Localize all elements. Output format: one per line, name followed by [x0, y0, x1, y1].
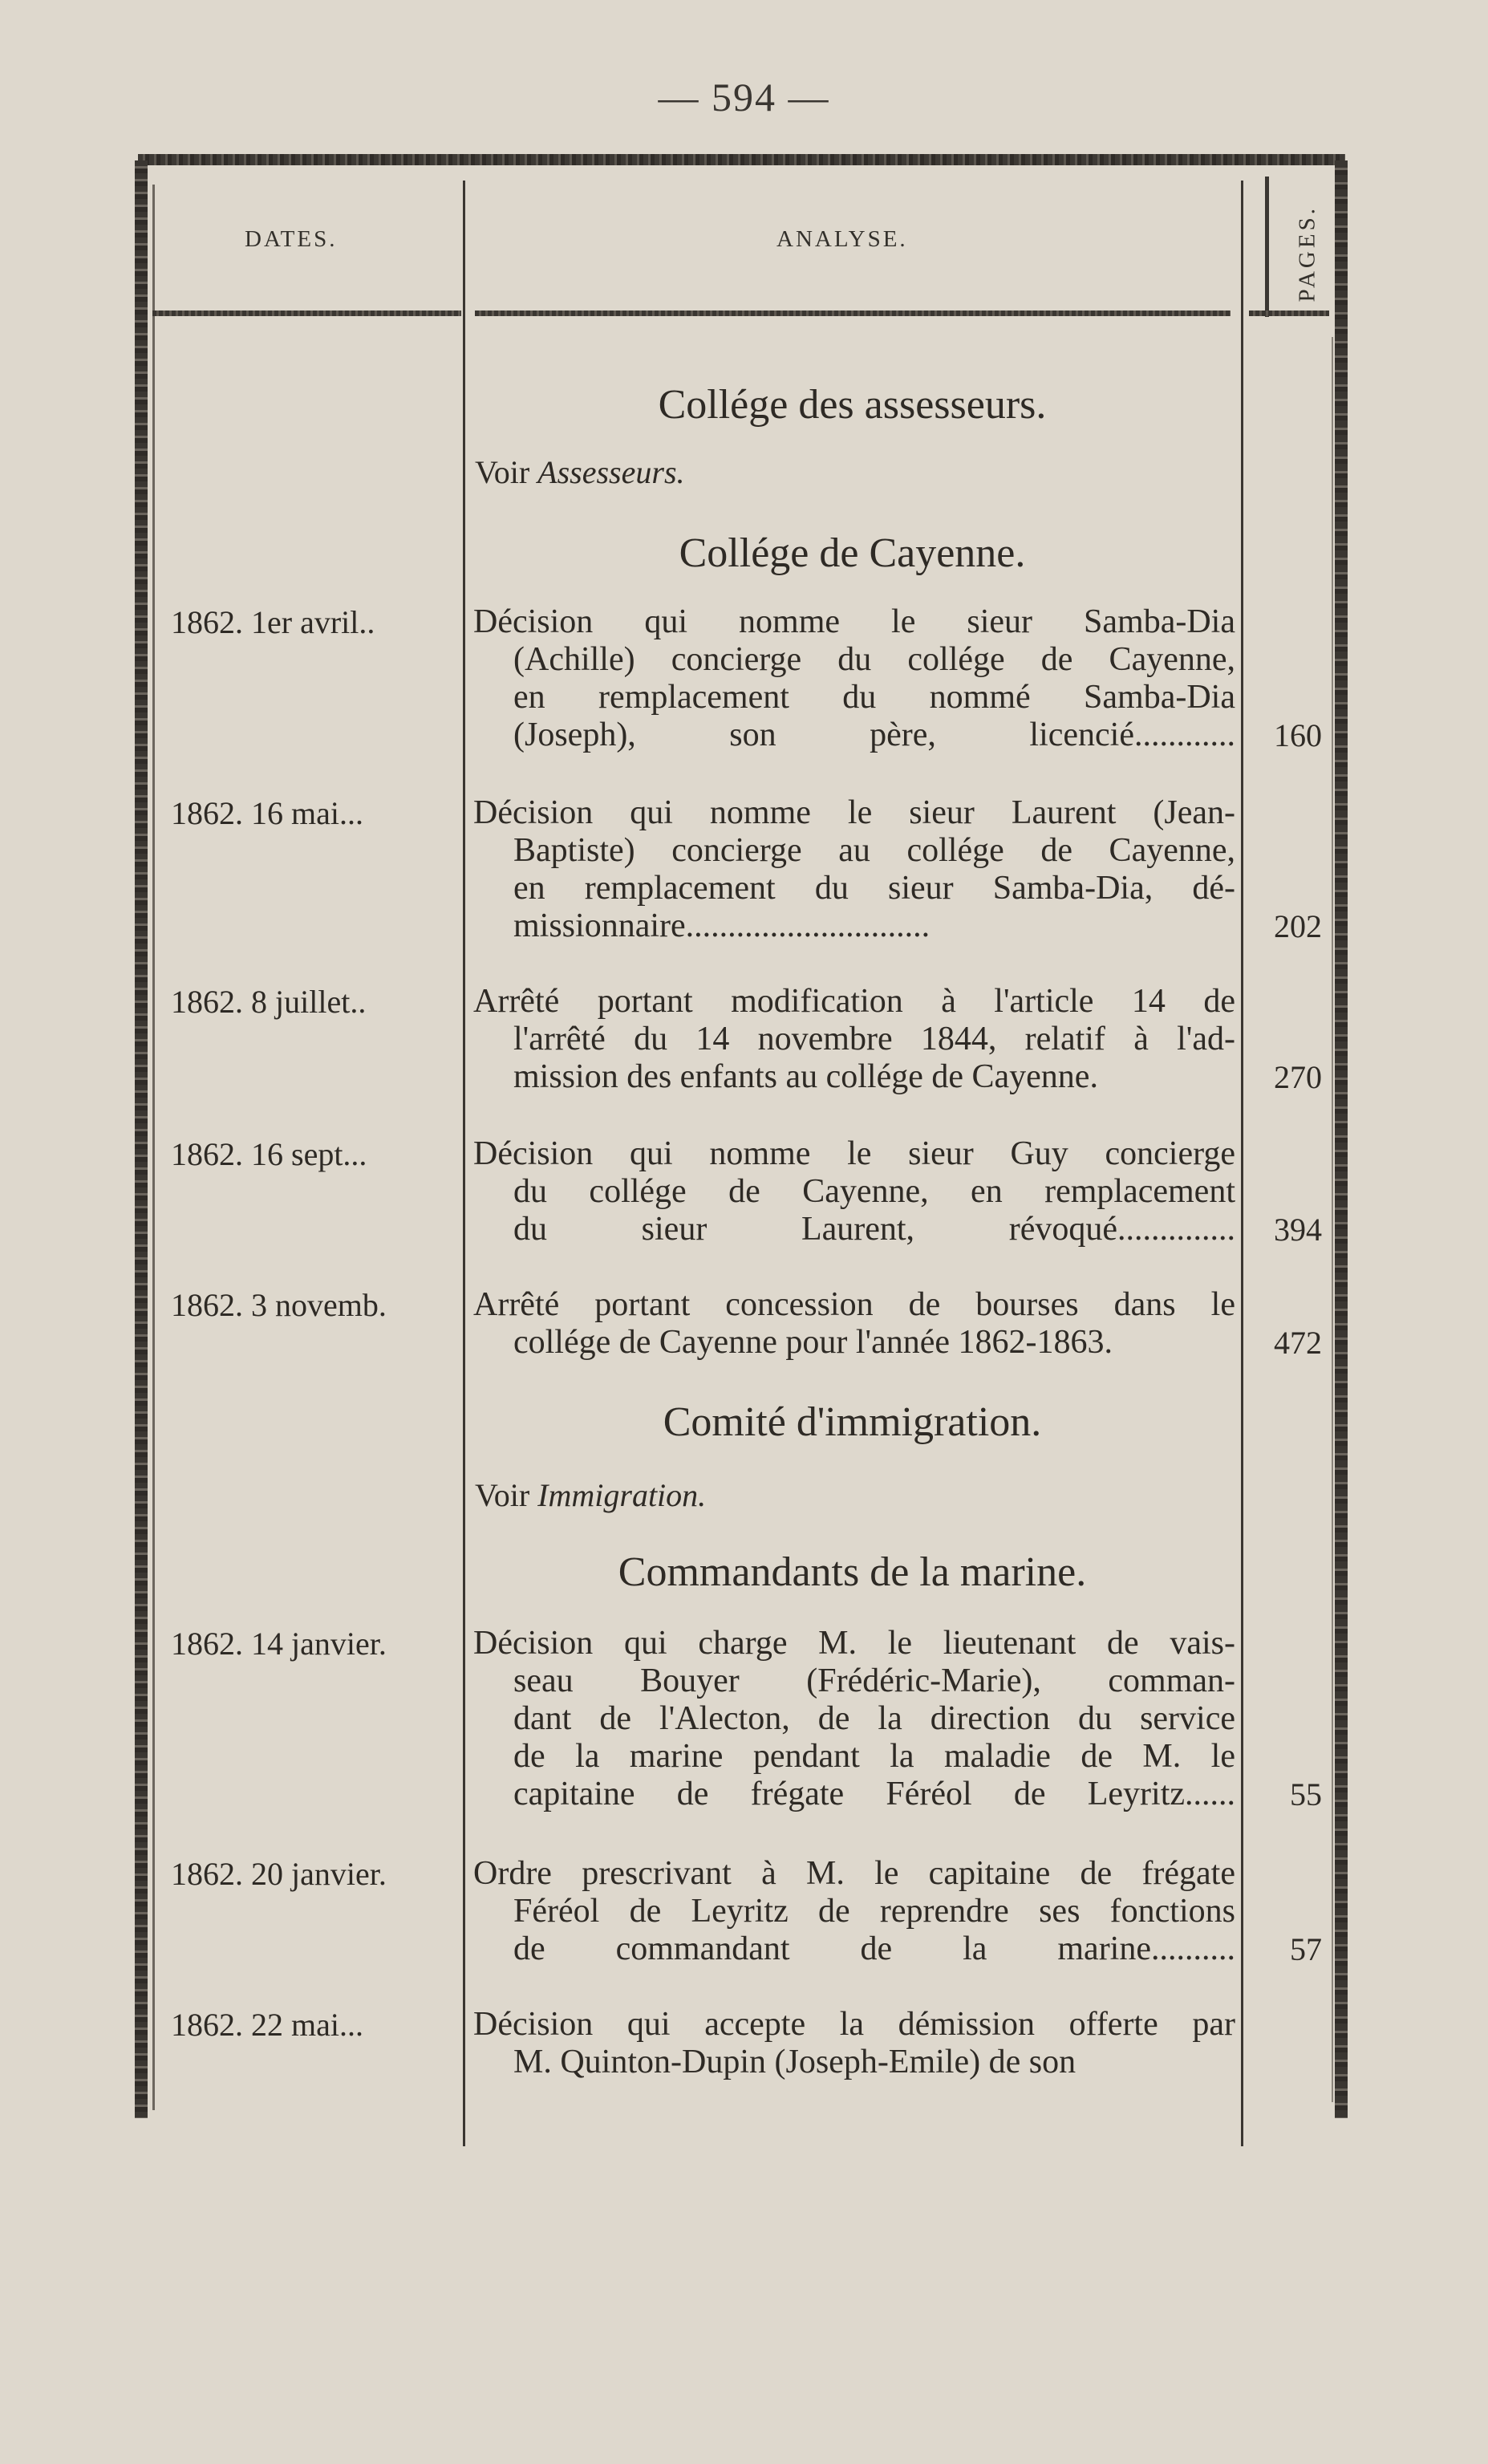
- header-rule: [475, 311, 1231, 316]
- entry-date: 1862. 1er avril..: [171, 604, 375, 640]
- analysis-line: Décision qui nomme le sieur Guy concierge: [473, 1135, 1235, 1172]
- analysis-line: Baptiste) concierge au collége de Cayenne,: [513, 832, 1235, 869]
- analysis-line: collége de Cayenne pour l'année 1862-1863.: [513, 1324, 1113, 1361]
- analysis-line: (Achille) concierge du collége de Cayenne,: [513, 641, 1235, 678]
- analysis-line: Décision qui nomme le sieur Samba-Dia: [473, 603, 1235, 640]
- entry-analysis: [473, 1135, 1235, 1248]
- analysis-line: capitaine de frégate Féréol de Leyritz......: [513, 1776, 1235, 1812]
- analysis-line: Féréol de Leyritz de reprendre ses fonctions: [513, 1893, 1235, 1930]
- entry-analysis: [473, 794, 1235, 945]
- entry-analysis: [473, 983, 1235, 1096]
- analysis-line: en remplacement du nommé Samba-Dia: [513, 679, 1235, 716]
- entry-page: 472: [1274, 1325, 1322, 1361]
- entry-page: 57: [1290, 1931, 1322, 1967]
- entry-analysis: [473, 1286, 1235, 1362]
- header-rule: [1249, 311, 1329, 316]
- analysis-line: M. Quinton-Dupin (Joseph-Emile) de son: [513, 2044, 1076, 2080]
- inner-border-right: [1332, 337, 1333, 2102]
- entry-analysis: [473, 1855, 1235, 1968]
- analysis-line: Décision qui charge M. le lieutenant de vais-: [473, 1625, 1235, 1662]
- table-frame-top: [138, 154, 1345, 165]
- analysis-line: Arrêté portant concession de bourses dans le: [473, 1286, 1235, 1323]
- analysis-line: Décision qui accepte la démission offerte par: [473, 2006, 1235, 2043]
- see-also-reference: Voir Assesseurs.: [475, 454, 685, 490]
- analysis-line: du collége de Cayenne, en remplacement: [513, 1173, 1235, 1210]
- entry-date: 1862. 16 sept...: [171, 1136, 367, 1172]
- see-also-reference: Voir Immigration.: [475, 1477, 707, 1513]
- entry-page: 270: [1274, 1059, 1322, 1095]
- analysis-line: du sieur Laurent, révoqué..............: [513, 1211, 1235, 1248]
- table-frame-right: [1335, 160, 1348, 2118]
- analysis-line: l'arrêté du 14 novembre 1844, relatif à l'ad-: [513, 1021, 1235, 1057]
- entry-date: 1862. 8 juillet..: [171, 984, 367, 1020]
- entry-date: 1862. 20 janvier.: [171, 1856, 387, 1892]
- column-divider-pages: [1241, 181, 1243, 2146]
- section-title: Comité d'immigration.: [663, 1399, 1042, 1445]
- entry-date: 1862. 3 novemb.: [171, 1287, 387, 1323]
- analysis-line: (Joseph), son père, licencié............: [513, 716, 1235, 753]
- analysis-line: dant de l'Alecton, de la direction du service: [513, 1700, 1235, 1737]
- header-dates: DATES.: [245, 226, 338, 252]
- section-title: Commandants de la marine.: [618, 1549, 1087, 1595]
- section-title: Collége des assesseurs.: [658, 382, 1047, 428]
- analysis-line: de la marine pendant la maladie de M. le: [513, 1738, 1235, 1775]
- entry-page: 160: [1274, 717, 1322, 753]
- entry-analysis: [473, 1625, 1235, 1813]
- analysis-line: en remplacement du sieur Samba-Dia, dé-: [513, 870, 1235, 907]
- header-analyse: ANALYSE.: [776, 226, 908, 252]
- entry-page: 394: [1274, 1212, 1322, 1248]
- analysis-line: Ordre prescrivant à M. le capitaine de frégate: [473, 1855, 1235, 1892]
- section-title: Collége de Cayenne.: [679, 530, 1026, 576]
- page-number: — 594 —: [658, 75, 830, 120]
- entry-page: 55: [1290, 1776, 1322, 1812]
- entry-page: 202: [1274, 908, 1322, 944]
- analysis-line: seau Bouyer (Frédéric-Marie), comman-: [513, 1662, 1235, 1699]
- inner-border-left: [152, 185, 155, 2110]
- entry-date: 1862. 14 janvier.: [171, 1626, 387, 1662]
- entry-date: 1862. 22 mai...: [171, 2007, 363, 2043]
- entry-analysis: [473, 2006, 1235, 2081]
- analysis-line: Décision qui nomme le sieur Laurent (Jean-: [473, 794, 1235, 831]
- entry-date: 1862. 16 mai...: [171, 795, 363, 831]
- entry-analysis: [473, 603, 1235, 754]
- pages-header-rule: [1265, 177, 1269, 317]
- header-pages: PAGES.: [1294, 205, 1320, 302]
- analysis-line: mission des enfants au collége de Cayenne.: [513, 1058, 1098, 1095]
- analysis-line: missionnaire.............................: [513, 907, 931, 944]
- analysis-line: Arrêté portant modification à l'article 14 de: [473, 983, 1235, 1020]
- column-divider-dates: [463, 181, 465, 2146]
- header-rule: [152, 311, 461, 316]
- table-frame-left: [135, 160, 148, 2118]
- analysis-line: de commandant de la marine..........: [513, 1930, 1235, 1967]
